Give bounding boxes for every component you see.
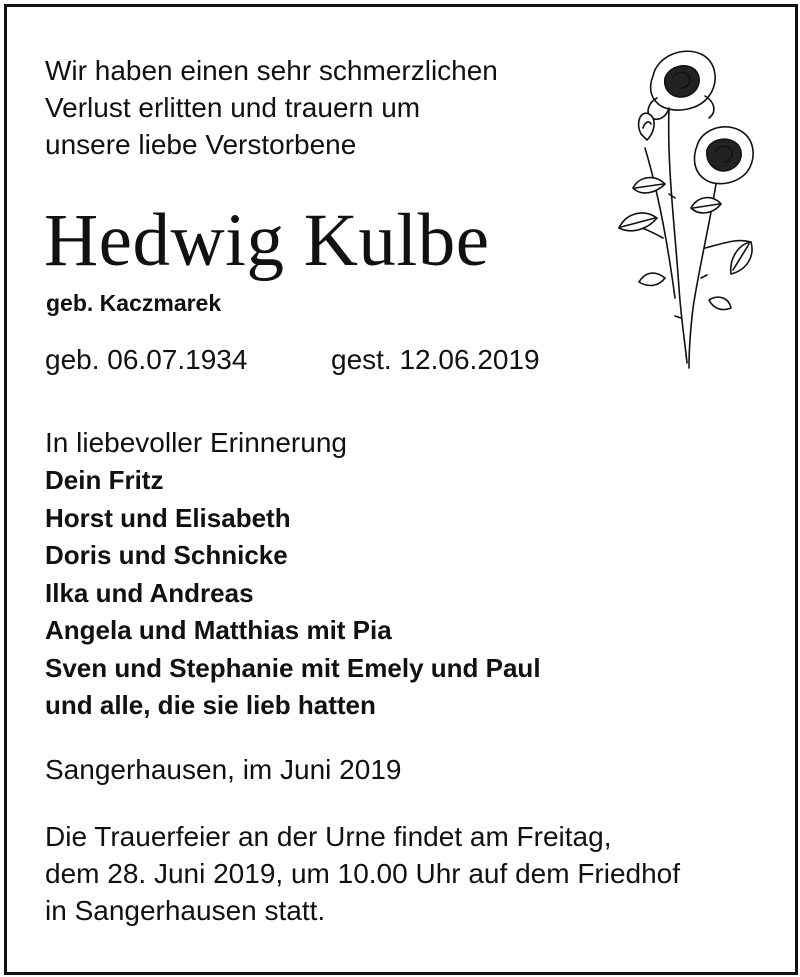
mourners-section [45,424,745,725]
mourner-line: Sven und Stephanie mit Emely und Paul [45,652,541,683]
birth-date: geb. 06.07.1934 [45,344,248,375]
mourner-line: Angela und Matthias mit Pia [45,615,392,645]
life-dates [45,344,540,376]
mourner-line: Horst und Elisabeth [45,502,291,533]
mourner-line: Dein Fritz [45,465,164,495]
remembrance-line: In liebevoller Erinnerung [45,427,347,458]
death-date: gest. 12.06.2019 [331,344,540,375]
intro-line: Verlust erlitten und trauern um [45,92,421,123]
ceremony-info [45,818,765,929]
deceased-name: Hedwig Kulbe [44,199,490,282]
intro-text [45,52,605,163]
place-and-date: Sangerhausen, im Juni 2019 [45,754,402,785]
mourner-line: Doris und Schnicke [45,540,288,570]
mourner-line: und alle, die sie lieb hatten [45,690,376,720]
ceremony-line: dem 28. Juni 2019, um 10.00 Uhr auf dem Friedhof [45,858,681,889]
mourner-line: Ilka und Andreas [45,577,254,608]
ceremony-line: in Sangerhausen statt. [45,895,326,926]
intro-line: Wir haben einen sehr schmerzlichen [45,55,498,86]
two-roses-icon [605,38,765,378]
maiden-name: geb. Kaczmarek [46,290,222,316]
ceremony-line: Die Trauerfeier an der Urne findet am Freitag, [45,821,612,852]
intro-line: unsere liebe Verstorbene [45,129,357,160]
